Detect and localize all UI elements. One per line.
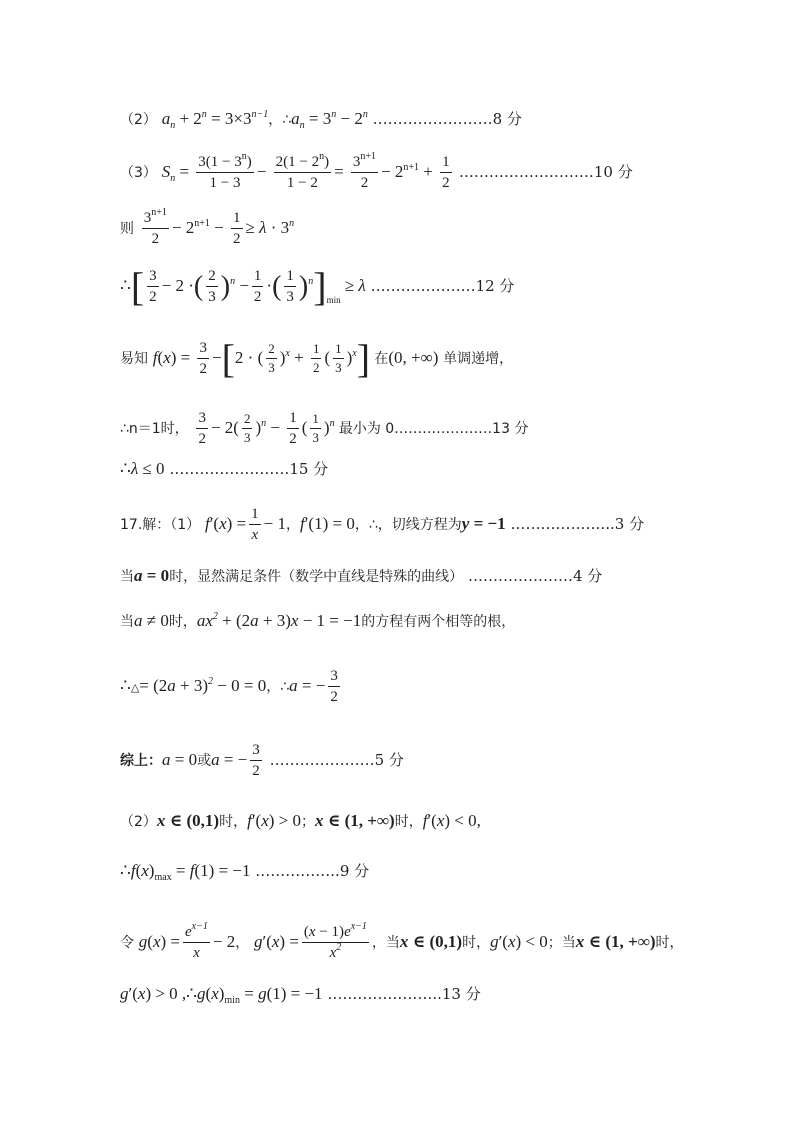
line-inequality [120,207,760,249]
score-dots: ……………………15 分 [169,460,329,478]
or-text: 或 [197,753,212,770]
line-lambda [120,460,760,477]
line-a-zero: 当a = 0时，显然满足条件（数学中直线是特殊的曲线） …………………4 分 [120,566,603,585]
line-fmax [120,861,760,883]
formula-min-value: $\frac{3}{2}$ − 2( $\frac{2}{3}$ )$^n$ − $\frac{1}{2}$ ( $\frac{1}{3}$ )$^n$ [198,410,335,448]
score-dots: ……………………8 分 [372,110,522,128]
monotonic-text: 单调递增， [443,351,514,368]
min-text: 最小为 0…………………13 分 [338,421,529,438]
condition-text: 时，显然满足条件（数学中直线是特殊的曲线） [169,569,464,585]
when-text: ，当 [371,935,400,952]
formula-fmax: $\therefore f(x)_{max} = f(1) = -1$ [120,861,251,883]
score-dots: ………………...3 分 [510,515,645,534]
line-discriminant: ∴△= $(2a + 3)^2 - 0 = 0$，∴a = − $\frac{3}{2}$ [120,668,338,706]
then-label: 则 [120,221,134,238]
n-eq-label: ∴n＝1时， [120,421,189,438]
when-label: 当 [120,614,134,630]
formula-fprime: f′(x) = $\frac{1}{x}$ − 1 [204,506,286,544]
formula-quadratic: $ax^2 + (2a + 3)x - 1 = -1$ [196,611,362,630]
when-text: ；当 [547,935,576,952]
formula-min-bracket: ∴[ $\frac{3}{2}$ − 2 ·( $\frac{2}{3}$ )$^n$ − $\frac{1}{2}$ ·( $\frac{1}{3}$ )$^n]_{min} \ge \lambda$ [120,264,366,310]
formula-lambda: ∴λ ≤ 0 [120,459,165,478]
formula-inequality: $\frac{3^{n+1}}{2}$ − $2^{n+1}$ − $\frac{1}{2}$ ≥ $\lambda \cdot 3^n$ [143,207,295,248]
line-17-2: （2）x ∈ (0,1)时，f′(x) > 0；x ∈ (1, +∞)时，f′(x) < 0, [120,811,481,830]
formula-an: $a_n + 2^n = 3\times 3^{n-1}$ [161,109,269,131]
formula-sn: $S_n$ = $\frac{3(1 - 3^n)}{1 - 3}$ − $\frac{2(1 - 2^n)}{1 - 2}$ = $\frac{3^{n+1}}{2}$ − $2^{n+1}$ + $\frac{1}{2}$ [161,151,450,192]
line-2-an: （2） $a_n + 2^n = 3\times 3^{n-1}$，$\therefore a_n = 3^n - 2^n$ ……………………8 分 [120,109,522,131]
score-dots: …………………4 分 [467,567,603,585]
line-gmin [120,984,760,1006]
line-gx: 令 g(x) = $\frac{e^{x-1}}{x}$ − 2， g′(x) = $\frac{(x - 1)e^{x-1}}{x^2}$ ，当x ∈ (0,1)时，g′(x) < 0；当x ∈ (1, +∞)时， [120,921,684,962]
formula-fx: f(x) = $\frac{3}{2}$ −[2 · ( $\frac{2}{3}$ )$^x$ + $\frac{1}{2}$ ( $\frac{1}{3}$ )$^x$] [152,336,371,382]
line-a-nonzero: 当a ≠ 0时，$ax^2 + (2a + 3)x - 1 = -1$的方程有两个相等的根， [120,611,516,630]
problem-17-label: 17.解：（1） [120,517,201,534]
formula-gx: g(x) = $\frac{e^{x-1}}{x}$ − 2 [138,921,236,962]
tangent-text: ，切线方程为 [377,517,462,534]
easy-know-label: 易知 [120,351,148,368]
comma-text: 时， [168,614,197,630]
summary-label: 综上： [120,753,162,770]
when-text: 时， [394,814,423,830]
item-label: （2） [120,814,157,830]
when-label: 当 [120,569,134,585]
score-dots: …………………5 分 [269,751,404,770]
let-label: 令 [120,935,134,952]
line-summary: 综上：a = 0或a = − $\frac{3}{2}$ …………………5 分 [120,742,404,780]
when-text: 时， [462,935,491,952]
score-dots: ………………………10 分 [458,163,633,182]
line-17-1: 17.解：（1） f′(x) = $\frac{1}{x}$ − 1，f′(1) = 0，∴，切线方程为y = −1 ………………...3 分 [120,506,645,544]
line-min-bracket [120,264,760,310]
item-label: （2） [120,112,157,128]
score-dots: …………………..13 分 [327,985,481,1003]
when-text: 时， [655,935,684,952]
item-label: （3） [120,165,157,182]
line-n-equals-1 [120,410,760,449]
when-text: 时， [219,814,248,830]
score-dots: ……………..9 分 [255,862,370,880]
formula-gmin: g′(x) > 0 $,\therefore g(x)_{min} = g(1) = -1$ [120,984,323,1006]
line-monotonic: 易知 f(x) = $\frac{3}{2}$ −[2 · ( $\frac{2}{3}$ )$^x$ + $\frac{1}{2}$ ( $\frac{1}{3}$ )$^x$] 在(0, +∞) 单调递增， [120,336,514,382]
semicolon-text: ； [301,814,315,830]
formula-gprime: g′(x) = $\frac{(x - 1)e^{x-1}}{x^2}$ [253,921,367,962]
score-dots: …………………12 分 [370,277,515,296]
formula-discriminant: ∴△= $(2a + 3)^2 - 0 = 0$ [120,676,267,696]
equal-roots-text: 的方程有两个相等的根， [361,614,516,630]
line-3-sn [120,151,760,193]
